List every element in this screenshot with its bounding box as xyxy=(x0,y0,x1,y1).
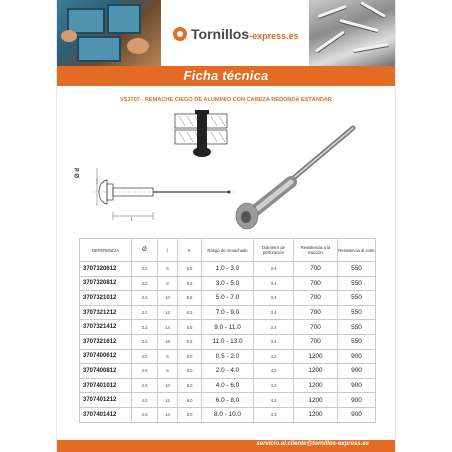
table-cell: 14 xyxy=(158,320,178,335)
table-cell: 12 xyxy=(158,305,178,320)
table-cell: 10 xyxy=(158,291,178,306)
table-cell: 16 xyxy=(158,334,178,349)
table-cell: 3707401412 xyxy=(80,407,132,422)
table-cell: 4.0 - 6.0 xyxy=(202,378,254,393)
column-header: REFERENCIA xyxy=(80,239,132,262)
table-cell: 6 xyxy=(158,262,178,277)
table-cell: 0.5 - 2.0 xyxy=(202,349,254,364)
dimension-diameter-label: Ø d xyxy=(75,168,81,178)
table-row xyxy=(80,320,376,335)
table-cell: 4.0 xyxy=(132,349,158,364)
table-cell: 4.0 xyxy=(132,378,158,393)
table-cell: 4.2 xyxy=(254,393,294,408)
table-row xyxy=(80,334,376,349)
table-cell: 8 xyxy=(158,364,178,379)
table-cell: 3.2 xyxy=(132,305,158,320)
table-row xyxy=(80,276,376,291)
table-cell: 6.5 xyxy=(178,334,202,349)
table-row xyxy=(80,393,376,408)
brand-name-accent: -express.es xyxy=(249,31,299,41)
table-cell: 6.5 xyxy=(178,291,202,306)
table-cell: 550 xyxy=(338,291,376,306)
table-cell: 700 xyxy=(294,334,338,349)
table-header-row xyxy=(80,239,376,262)
table-row xyxy=(80,378,376,393)
table-cell: 6.5 xyxy=(178,320,202,335)
table-cell: 3.4 xyxy=(254,291,294,306)
column-header: Ø xyxy=(132,239,158,262)
table-cell: 3707321212 xyxy=(80,305,132,320)
table-cell: 8.0 xyxy=(178,349,202,364)
table-cell: 3.2 xyxy=(132,291,158,306)
table-cell: 3.4 xyxy=(254,320,294,335)
table-row xyxy=(80,407,376,422)
specs-table-wrapper xyxy=(79,238,375,423)
footer-bar xyxy=(57,440,395,452)
table-row xyxy=(80,349,376,364)
brand-logo[interactable] xyxy=(173,24,299,44)
table-cell: 6.5 xyxy=(178,276,202,291)
workshop-photo xyxy=(57,0,161,66)
table-cell: 1.0 - 3.0 xyxy=(202,262,254,277)
table-cell: 3707401012 xyxy=(80,378,132,393)
table-cell: 700 xyxy=(294,276,338,291)
table-cell: 7.0 - 9.0 xyxy=(202,305,254,320)
specs-table xyxy=(79,238,376,423)
table-cell: 6 xyxy=(158,349,178,364)
table-cell: 2.0 - 4.0 xyxy=(202,364,254,379)
technical-drawings xyxy=(57,108,395,238)
column-header: K xyxy=(178,239,202,262)
spec-sheet-page xyxy=(57,0,395,452)
table-cell: 3.2 xyxy=(132,262,158,277)
table-cell: 3.4 xyxy=(254,276,294,291)
table-cell: 3707321412 xyxy=(80,320,132,335)
table-cell: 6.5 xyxy=(178,305,202,320)
table-cell: 900 xyxy=(338,349,376,364)
column-header: Resistencia a la tracción xyxy=(294,239,338,262)
table-cell: 1200 xyxy=(294,393,338,408)
table-cell: 550 xyxy=(338,262,376,277)
table-cell: 700 xyxy=(294,262,338,277)
screws-photo xyxy=(309,0,395,66)
logo-icon xyxy=(173,27,187,41)
table-row xyxy=(80,305,376,320)
table-cell: 3.2 xyxy=(132,320,158,335)
rivet-drawing-svg xyxy=(57,108,395,238)
dimension-length-label: l xyxy=(131,217,133,223)
table-cell: 1200 xyxy=(294,407,338,422)
table-cell: 3707400812 xyxy=(80,364,132,379)
footer-email[interactable]: servicio.al.cliente@tornillos-express.es xyxy=(256,441,369,447)
table-cell: 550 xyxy=(338,305,376,320)
table-cell: 12 xyxy=(158,393,178,408)
table-cell: 4.0 xyxy=(132,364,158,379)
table-cell: 10 xyxy=(158,378,178,393)
table-cell: 700 xyxy=(294,320,338,335)
brand-name: Tornillos xyxy=(191,26,250,42)
table-cell: 9.0 - 11.0 xyxy=(202,320,254,335)
table-cell: 8.0 xyxy=(178,407,202,422)
table-cell: 4.0 xyxy=(132,407,158,422)
table-cell: 550 xyxy=(338,276,376,291)
table-cell: 4.3 xyxy=(254,407,294,422)
column-header: Diámetro de perforación xyxy=(254,239,294,262)
product-title: VS3707 - REMACHE CIEGO DE ALUMINIO CON CABEZA REDONDA ESTÁNDAR xyxy=(120,97,332,103)
column-header: Rango de remachado xyxy=(202,239,254,262)
table-cell: 900 xyxy=(338,364,376,379)
table-cell: 700 xyxy=(294,291,338,306)
table-cell: 900 xyxy=(338,407,376,422)
table-cell: 3.2 xyxy=(132,334,158,349)
table-cell: 3.4 xyxy=(254,334,294,349)
table-cell: 900 xyxy=(338,378,376,393)
table-cell: 1200 xyxy=(294,349,338,364)
table-cell: 5.0 - 7.0 xyxy=(202,291,254,306)
table-cell: 8.0 - 10.0 xyxy=(202,407,254,422)
table-cell: 8 xyxy=(158,276,178,291)
table-cell: 550 xyxy=(338,320,376,335)
table-cell: 14 xyxy=(158,407,178,422)
table-cell: 3707400612 xyxy=(80,349,132,364)
table-cell: 8.0 xyxy=(178,364,202,379)
column-header: l xyxy=(158,239,178,262)
rivet-side-view xyxy=(93,168,237,220)
table-cell: 3.4 xyxy=(254,262,294,277)
table-row xyxy=(80,262,376,277)
table-row xyxy=(80,364,376,379)
header xyxy=(57,0,395,66)
table-cell: 4.2 xyxy=(254,364,294,379)
table-cell: 900 xyxy=(338,393,376,408)
table-cell: 8.0 xyxy=(178,378,202,393)
table-cell: 3.4 xyxy=(254,305,294,320)
rivet-3d-illustration xyxy=(236,128,353,229)
table-cell: 3707321612 xyxy=(80,334,132,349)
banner-title: Ficha técnica xyxy=(183,68,269,83)
table-cell: 4.0 xyxy=(132,393,158,408)
table-cell: 3707401212 xyxy=(80,393,132,408)
table-cell: 3707320612 xyxy=(80,262,132,277)
table-cell: 4.2 xyxy=(254,349,294,364)
installed-section-drawing xyxy=(175,110,227,157)
table-cell: 3.0 - 5.0 xyxy=(202,276,254,291)
table-row xyxy=(80,291,376,306)
table-cell: 8.0 xyxy=(178,393,202,408)
table-cell: 550 xyxy=(338,334,376,349)
table-cell: 1200 xyxy=(294,378,338,393)
table-cell: 4.2 xyxy=(254,378,294,393)
table-cell: 700 xyxy=(294,305,338,320)
table-cell: 11.0 - 13.0 xyxy=(202,334,254,349)
table-cell: 1200 xyxy=(294,364,338,379)
table-cell: 3707321012 xyxy=(80,291,132,306)
column-header: Resistencia al corte xyxy=(338,239,376,262)
table-cell: 6.5 xyxy=(178,262,202,277)
table-cell: 3707320812 xyxy=(80,276,132,291)
table-cell: 6.0 - 8.0 xyxy=(202,393,254,408)
section-banner xyxy=(57,66,395,86)
table-cell: 3.2 xyxy=(132,276,158,291)
